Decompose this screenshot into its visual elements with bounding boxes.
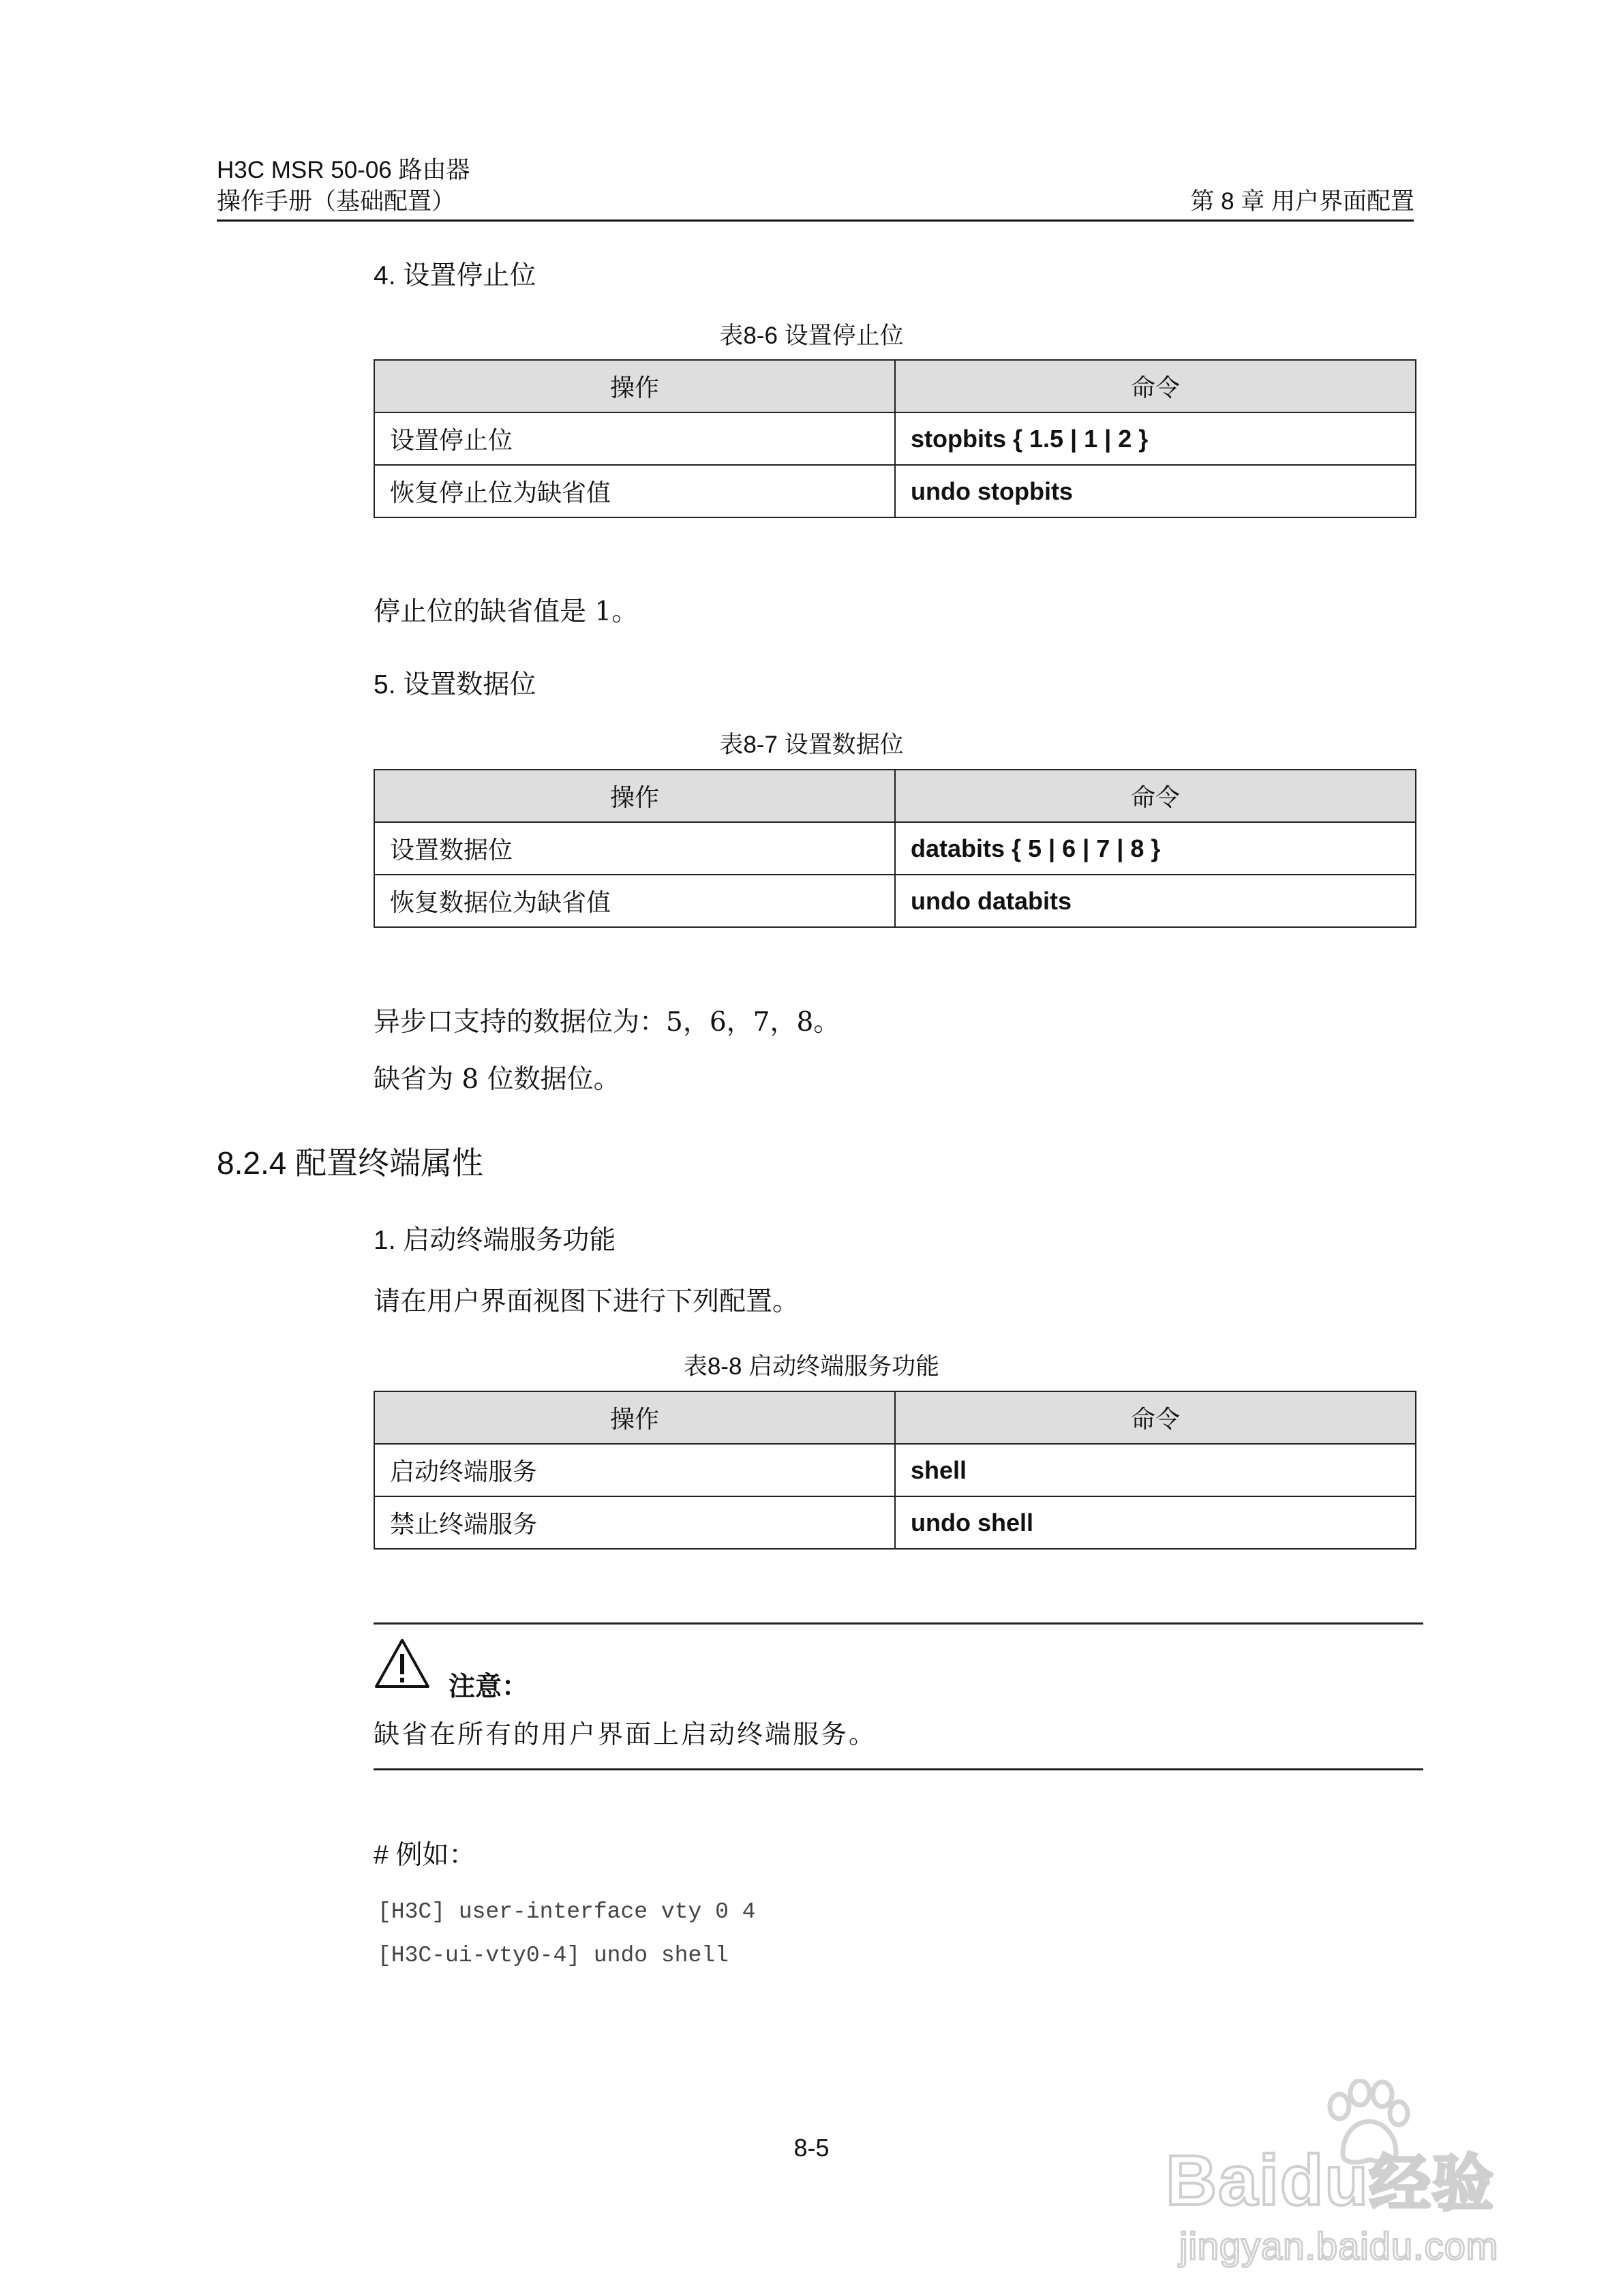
table-terminal-service: [374, 1391, 1416, 1550]
table-row: [374, 412, 1416, 465]
baidu-logo-text: [1166, 2134, 1495, 2222]
command-cell: databits { 5 | 6 | 7 | 8 }: [895, 822, 1416, 875]
operation-cell: 恢复数据位为缺省值: [374, 875, 895, 927]
table-row: [374, 1444, 1416, 1496]
column-header-operation: 操作: [374, 770, 895, 822]
table-row: [374, 875, 1416, 927]
table-header-row: [374, 770, 1416, 822]
baidu-watermark: [1166, 2079, 1588, 2267]
heading-databits: 5. 设置数据位: [374, 670, 536, 699]
header-manual: 操作手册（基础配置）: [217, 188, 456, 215]
column-header-operation: 操作: [374, 1391, 895, 1444]
table-row: [374, 465, 1416, 517]
brand-text-2: du: [1279, 2141, 1369, 2220]
code-line: [H3C-ui-vty0-4] undo shell: [378, 1943, 729, 1968]
example-label: # 例如：: [374, 1841, 476, 1870]
operation-cell: 设置数据位: [374, 822, 895, 875]
header-chapter: 第 8 章 用户界面配置: [1190, 188, 1414, 215]
command-cell: stopbits { 1.5 | 1 | 2 }: [895, 412, 1416, 465]
caution-body: 缺省在所有的用户界面上启动终端服务。: [374, 1719, 877, 1749]
command-cell: undo databits: [895, 875, 1416, 927]
terminal-intro-text: 请在用户界面视图下进行下列配置。: [374, 1286, 800, 1317]
heading-stopbits: 4. 设置停止位: [374, 261, 536, 290]
databits-default-text: 缺省为 8 位数据位。: [374, 1064, 620, 1095]
page-number: 8-5: [793, 2134, 830, 2162]
table-header-row: [374, 1391, 1416, 1444]
heading-terminal-service: 1. 启动终端服务功能: [374, 1226, 616, 1255]
product-text: 经验: [1369, 2150, 1495, 2218]
caution-title: 注意：: [449, 1672, 529, 1702]
table-row: [374, 822, 1416, 875]
section-title-8-2-4: 8.2.4 配置终端属性: [217, 1145, 484, 1181]
stopbits-default-text: 停止位的缺省值是 1。: [374, 596, 639, 627]
operation-cell: 禁止终端服务: [374, 1496, 895, 1549]
command-cell: undo shell: [895, 1496, 1416, 1549]
operation-cell: 启动终端服务: [374, 1444, 895, 1496]
column-header-command: 命令: [895, 1391, 1416, 1444]
column-header-operation: 操作: [374, 360, 895, 412]
operation-cell: 设置停止位: [374, 412, 895, 465]
caption-table-8-7: 表8-7 设置数据位: [719, 731, 904, 758]
table-row: [374, 1496, 1416, 1549]
table-header-row: [374, 360, 1416, 412]
caution-bottom-rule: [374, 1768, 1423, 1770]
watermark-url: jingyan.baidu.com: [1179, 2224, 1499, 2267]
operation-cell: 恢复停止位为缺省值: [374, 465, 895, 517]
databits-support-text: 异步口支持的数据位为：5，6，7，8。: [374, 1007, 840, 1038]
column-header-command: 命令: [895, 360, 1416, 412]
table-stopbits: [374, 359, 1416, 518]
brand-text: Bai: [1166, 2141, 1280, 2220]
code-line: [H3C] user-interface vty 0 4: [378, 1899, 756, 1924]
table-databits: [374, 769, 1416, 928]
warning-triangle-icon: [374, 1637, 431, 1689]
header-product: H3C MSR 50-06 路由器: [217, 157, 470, 183]
command-cell: undo stopbits: [895, 465, 1416, 517]
column-header-command: 命令: [895, 770, 1416, 822]
command-cell: shell: [895, 1444, 1416, 1496]
caution-top-rule: [374, 1622, 1423, 1625]
caption-table-8-8: 表8-8 启动终端服务功能: [683, 1353, 940, 1380]
header-rule: [217, 220, 1414, 222]
caption-table-8-6: 表8-6 设置停止位: [719, 322, 904, 349]
